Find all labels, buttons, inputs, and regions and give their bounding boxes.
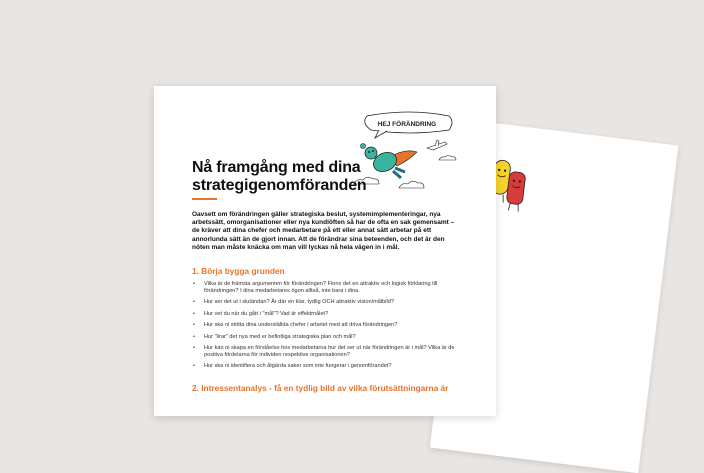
list-item: • Hur vet du när du gått i "mål"? Vad är effektmålet? <box>192 311 462 318</box>
section-1-bullet-list <box>192 281 462 375</box>
title-underline <box>192 198 217 200</box>
list-item: • Hur ska ni identifiera och åtgärda saker som inte fungerar i genomförandet? <box>192 363 462 370</box>
section-1-heading: 1. Börja bygga grunden <box>192 266 285 276</box>
list-item: • Hur "lirar" det nya med er befintliga strategiska plan och mål? <box>192 334 462 341</box>
list-item: • Hur ska ni stötta dina underställda chefer i arbetet med att driva förändringen? <box>192 322 462 329</box>
document-title: Nå framgång med dina strategigenomföranden <box>192 159 367 194</box>
intro-paragraph: Oavsett om förändringen gäller strategiska beslut, systemimplementeringar, nya arbetssätt, omorganisationer eller nya kundlöften så har de ofta en sak gemensamt – de kräver att dina chefer och medarbetare på ett eller annat sätt arbetar på ett annorlunda sätt än de gjort innan. Att de förändrar sina beteenden, och det är den nöten man måste knäcka om man vill lyckas nå hela vägen in i mål. <box>192 211 455 251</box>
list-item: • Hur kan ni skapa en förståelse hos medarbetarna hur det ser ut när förändringen är i mål? Vilka är de positiva fördelarna för individen respektive organisationen? <box>192 345 462 359</box>
section-2-heading: 2. Intressentanalys - få en tydlig bild av vilka förutsättningarna är <box>192 383 449 393</box>
front-document-page <box>154 86 496 416</box>
speech-bubble-text: HEJ FÖRÄNDRING <box>377 121 437 128</box>
list-item: • Vilka är de främsta argumenten för förändringen? Finns det en attraktiv och logisk förklaring till förändringen? I dina medarbetares ögon alltså, inte bara i dina. <box>192 281 462 295</box>
list-item: • Hur ser det ut i slutändan? Är där en klar, tydlig OCH attraktiv vision/målbild? <box>192 299 462 306</box>
